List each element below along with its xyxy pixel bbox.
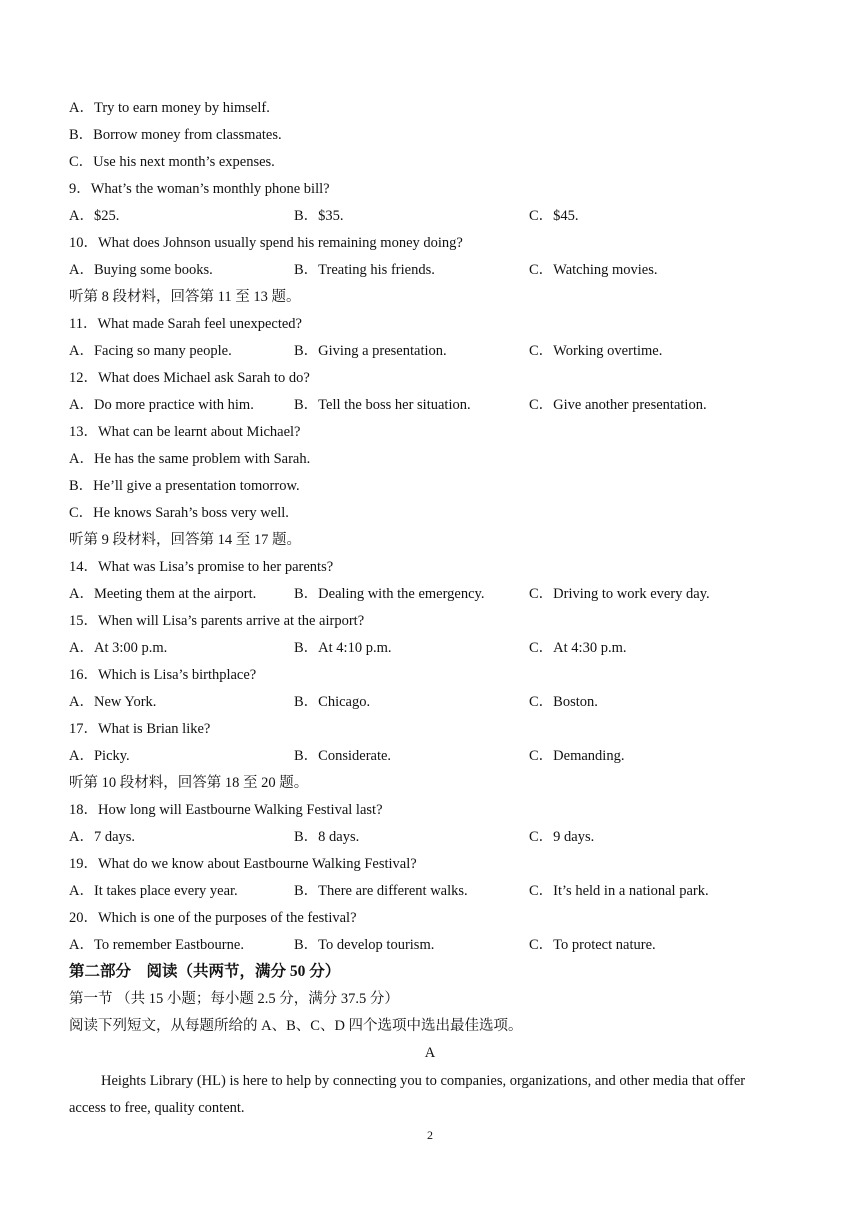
question-15: 15．When will Lisa’s parents arrive at the airport? — [69, 613, 365, 629]
q14-option-a: A．Meeting them at the airport. — [69, 586, 257, 602]
question-14: 14．What was Lisa’s promise to her parents? — [69, 559, 334, 575]
q10-option-b: B．Treating his friends. — [294, 262, 435, 278]
q18-option-b: B．8 days. — [294, 829, 360, 845]
q18-option-a: A．7 days. — [69, 829, 136, 845]
q17-option-a: A．Picky. — [69, 748, 130, 764]
q19-option-a: A．It takes place every year. — [69, 883, 238, 899]
q9-option-a: A．$25. — [69, 208, 120, 224]
question-11: 11．What made Sarah feel unexpected? — [69, 316, 302, 332]
q14-option-b: B．Dealing with the emergency. — [294, 586, 485, 602]
page-number: 2 — [427, 1128, 433, 1142]
part-2-heading: 第二部分 阅读（共两节，满分 50 分） — [69, 963, 341, 980]
section-8-instruction: 听第 8 段材料，回答第 11 至 13 题。 — [69, 289, 301, 305]
q14-option-c: C．Driving to work every day. — [529, 586, 710, 602]
q12-option-b: B．Tell the boss her situation. — [294, 397, 471, 413]
q9-option-c: C．$45. — [529, 208, 579, 224]
question-9: 9．What’s the woman’s monthly phone bill? — [69, 181, 330, 197]
q15-option-c: C．At 4:30 p.m. — [529, 640, 627, 656]
q12-option-a: A．Do more practice with him. — [69, 397, 254, 413]
option-b: B．Borrow money from classmates. — [69, 127, 282, 143]
q16-option-b: B．Chicago. — [294, 694, 371, 710]
question-17: 17．What is Brian like? — [69, 721, 211, 737]
question-13: 13．What can be learnt about Michael? — [69, 424, 301, 440]
q18-option-c: C．9 days. — [529, 829, 595, 845]
q20-option-b: B．To develop tourism. — [294, 937, 435, 953]
q16-option-a: A．New York. — [69, 694, 157, 710]
q17-option-c: C．Demanding. — [529, 748, 625, 764]
question-20: 20．Which is one of the purposes of the festival? — [69, 910, 357, 926]
q13-option-c: C．He knows Sarah’s boss very well. — [69, 505, 289, 521]
q13-option-a: A．He has the same problem with Sarah. — [69, 451, 311, 467]
q11-option-a: A．Facing so many people. — [69, 343, 232, 359]
q20-option-a: A．To remember Eastbourne. — [69, 937, 244, 953]
q13-option-b: B．He’ll give a presentation tomorrow. — [69, 478, 300, 494]
passage-label: A — [424, 1045, 436, 1061]
option-c: C．Use his next month’s expenses. — [69, 154, 275, 170]
q11-option-c: C．Working overtime. — [529, 343, 663, 359]
question-10: 10．What does Johnson usually spend his remaining money doing? — [69, 235, 463, 251]
q19-option-b: B．There are different walks. — [294, 883, 468, 899]
question-12: 12．What does Michael ask Sarah to do? — [69, 370, 310, 386]
q11-option-b: B．Giving a presentation. — [294, 343, 447, 359]
q15-option-b: B．At 4:10 p.m. — [294, 640, 392, 656]
section-10-instruction: 听第 10 段材料，回答第 18 至 20 题。 — [69, 775, 309, 791]
q16-option-c: C．Boston. — [529, 694, 598, 710]
q19-option-c: C．It’s held in a national park. — [529, 883, 709, 899]
q12-option-c: C．Give another presentation. — [529, 397, 707, 413]
q10-option-a: A．Buying some books. — [69, 262, 213, 278]
question-18: 18．How long will Eastbourne Walking Festival last? — [69, 802, 383, 818]
reading-instructions: 阅读下列短文，从每题所给的 A、B、C、D 四个选项中选出最佳选项。 — [69, 1018, 523, 1034]
question-16: 16．Which is Lisa’s birthplace? — [69, 667, 257, 683]
q20-option-c: C．To protect nature. — [529, 937, 656, 953]
section-1-heading: 第一节 （共 15 小题；每小题 2.5 分，满分 37.5 分） — [69, 991, 399, 1007]
passage-paragraph: Heights Library (HL) is here to help by connecting you to companies, organizations, and other media that offer access to free, quality content. — [69, 1073, 746, 1116]
q10-option-c: C．Watching movies. — [529, 262, 658, 278]
question-19: 19．What do we know about Eastbourne Walking Festival? — [69, 856, 417, 872]
q9-option-b: B．$35. — [294, 208, 344, 224]
q17-option-b: B．Considerate. — [294, 748, 392, 764]
section-9-instruction: 听第 9 段材料，回答第 14 至 17 题。 — [69, 532, 301, 548]
q15-option-a: A．At 3:00 p.m. — [69, 640, 168, 656]
option-a: A．Try to earn money by himself. — [69, 100, 270, 116]
